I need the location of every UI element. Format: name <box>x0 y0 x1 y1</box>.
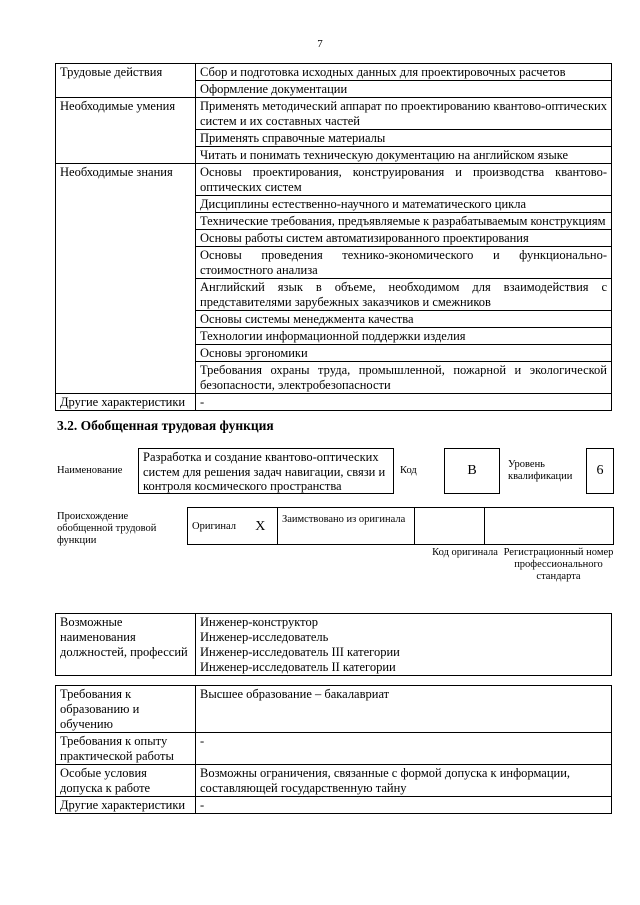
table-row <box>56 394 612 411</box>
reg-number-label: Регистрационный номер профессионального стандарта <box>503 547 614 582</box>
requirement-label: Особые условия допуска к работе <box>56 765 196 797</box>
row-item: Сбор и подготовка исходных данных для проектировочных расчетов <box>196 64 612 81</box>
row-item: Технологии информационной поддержки изделия <box>196 328 612 345</box>
position-item: Инженер-исследователь III категории <box>200 645 400 659</box>
row-item: - <box>196 394 612 411</box>
row-item: Оформление документации <box>196 81 612 98</box>
row-item: Основы системы менеджмента качества <box>196 311 612 328</box>
origin-code-label: Код оригинала <box>432 547 498 558</box>
reg-number-cell <box>485 508 614 545</box>
requirement-label: Другие характеристики <box>56 797 196 814</box>
row-item: Читать и понимать техническую документацию на английском языке <box>196 147 612 164</box>
positions-table <box>55 613 612 676</box>
requirement-label: Требования к опыту практической работы <box>56 733 196 765</box>
positions-values <box>196 614 612 676</box>
requirement-value: - <box>196 733 612 765</box>
row-label: Необходимые умения <box>56 98 196 164</box>
table-row <box>56 797 612 814</box>
table-row <box>56 98 612 130</box>
requirement-value: Возможны ограничения, связанные с формой допуска к информации, составляющей государственную тайну <box>196 765 612 797</box>
requirements-table <box>55 685 612 814</box>
table-row <box>56 686 612 733</box>
original-label: Оригинал <box>188 508 244 545</box>
row-item: Основы работы систем автоматизированного проектирования <box>196 230 612 247</box>
origin-table <box>187 507 614 545</box>
name-value-box <box>138 448 394 494</box>
row-item: Технические требования, предъявляемые к разрабатываемым конструкциям <box>196 213 612 230</box>
row-item: Английский язык в объеме, необходимом для взаимодействия с представителями зарубежных заказчиков и смежников <box>196 279 612 311</box>
row-item: Требования охраны труда, промышленной, пожарной и экологической безопасности, электробезопасности <box>196 362 612 394</box>
code-value-box <box>444 448 500 494</box>
row-label: Необходимые знания <box>56 164 196 394</box>
row-label: Другие характеристики <box>56 394 196 411</box>
level-label: Уровень квалификации <box>508 459 573 482</box>
origin-code-cell <box>415 508 485 545</box>
code-value: B <box>467 463 477 478</box>
name-label: Наименование <box>57 465 123 476</box>
table3-body <box>56 686 612 814</box>
table-row <box>56 64 612 81</box>
level-value: 6 <box>596 463 604 478</box>
code-label: Код <box>400 465 417 476</box>
table-row <box>56 164 612 196</box>
original-mark: X <box>244 508 278 545</box>
row-item: Дисциплины естественно-научного и математического цикла <box>196 196 612 213</box>
row-item: Применять справочные материалы <box>196 130 612 147</box>
table-row <box>56 733 612 765</box>
position-item: Инженер-исследователь <box>200 630 329 644</box>
row-item: Основы эргономики <box>196 345 612 362</box>
row-item: Применять методический аппарат по проектированию квантово-оптических систем и их составных частей <box>196 98 612 130</box>
page-number: 7 <box>317 38 323 50</box>
requirement-value: - <box>196 797 612 814</box>
position-item: Инженер-исследователь II категории <box>200 660 396 674</box>
table1-body <box>56 64 612 411</box>
row-item: Основы проведения технико-экономического и функционально-стоимостного анализа <box>196 247 612 279</box>
positions-label: Возможные наименования должностей, профессий <box>56 614 196 676</box>
row-item: Основы проектирования, конструирования и производства квантово-оптических систем <box>196 164 612 196</box>
table-row <box>56 765 612 797</box>
borrowed-label: Заимствовано из оригинала <box>278 508 415 545</box>
section-heading: 3.2. Обобщенная трудовая функция <box>57 418 274 433</box>
requirement-label: Требования к образованию и обучению <box>56 686 196 733</box>
requirement-value: Высшее образование – бакалавриат <box>196 686 612 733</box>
name-value: Разработка и создание квантово-оптических систем для решения задач навигации, связи и контроля космического пространства <box>143 450 386 493</box>
origin-label: Происхождение обобщенной трудовой функции <box>57 511 157 546</box>
level-value-box <box>586 448 614 494</box>
labor-actions-table <box>55 63 612 411</box>
position-item: Инженер-конструктор <box>200 615 318 629</box>
row-label: Трудовые действия <box>56 64 196 98</box>
